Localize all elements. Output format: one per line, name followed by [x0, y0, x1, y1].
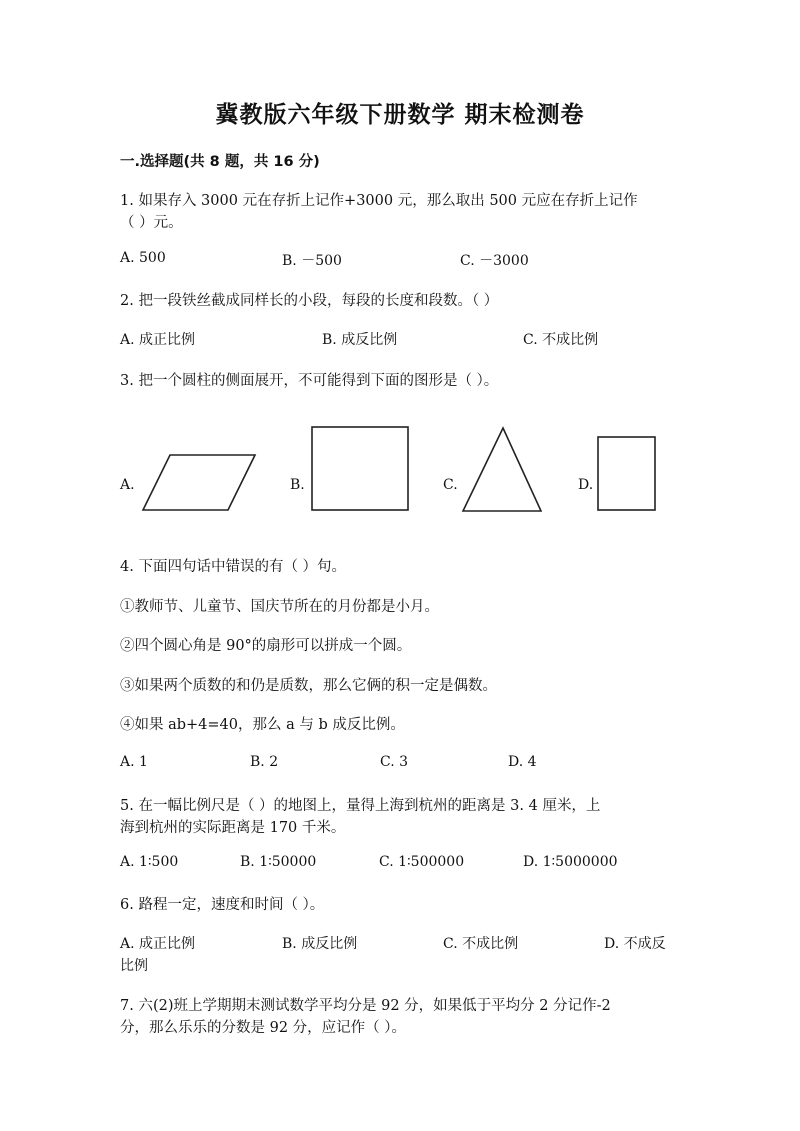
question-5-option-c[interactable]: C. 1∶500000 [379, 854, 465, 870]
question-5-option-b[interactable]: B. 1∶50000 [240, 854, 317, 870]
section-heading: 一.选择题(共 8 题，共 16 分) [120, 154, 320, 170]
question-4-option-b[interactable]: B. 2 [250, 754, 279, 770]
question-5-option-a[interactable]: A. 1∶500 [120, 854, 179, 870]
question-4-option-d[interactable]: D. 4 [508, 754, 537, 770]
question-6-option-d[interactable]: D. 不成反 [604, 936, 666, 952]
question-4-statement-3: ③如果两个质数的和仍是质数，那么它俩的积一定是偶数。 [120, 678, 497, 694]
question-4-option-c[interactable]: C. 3 [380, 754, 409, 770]
question-3-option-b[interactable]: B. [290, 477, 305, 493]
question-6-option-a[interactable]: A. 成正比例 [120, 936, 196, 952]
question-7-text-cont: 分，那么乐乐的分数是 92 分，应记作（ ）。 [120, 1020, 407, 1036]
question-6-text: 6. 路程一定，速度和时间（ ）。 [120, 897, 325, 913]
question-4-text: 4. 下面四句话中错误的有（ ）句。 [120, 559, 347, 575]
question-2-text: 2. 把一段铁丝截成同样长的小段，每段的长度和段数。（ ） [120, 293, 499, 309]
question-6-option-c[interactable]: C. 不成比例 [443, 936, 519, 952]
question-2-option-b[interactable]: B. 成反比例 [322, 332, 398, 348]
question-5-text: 5. 在一幅比例尺是（ ）的地图上，量得上海到杭州的距离是 3. 4 厘米，上 [120, 798, 601, 814]
question-1-option-a[interactable]: A. 500 [120, 250, 166, 266]
question-1-option-c[interactable]: C. －3000 [460, 253, 529, 269]
question-4-option-a[interactable]: A. 1 [120, 754, 148, 770]
question-5-text-cont: 海到杭州的实际距离是 170 千米。 [120, 820, 346, 836]
triangle-shape [463, 428, 541, 511]
question-5-option-d[interactable]: D. 1∶5000000 [523, 854, 618, 870]
question-7-text: 7. 六(2)班上学期期末测试数学平均分是 92 分，如果低于平均分 2 分记作-2 [120, 998, 611, 1014]
parallelogram-shape [143, 455, 255, 510]
question-4-statement-1: ①教师节、儿童节、国庆节所在的月份都是小月。 [120, 599, 439, 615]
question-4-statement-4: ④如果 ab+4=40，那么 a 与 b 成反比例。 [120, 717, 405, 733]
question-6-option-d-wrap: 比例 [120, 958, 148, 974]
question-3-option-a[interactable]: A. [120, 477, 135, 493]
question-1-text-cont: （ ）元。 [120, 215, 183, 231]
question-1-option-b[interactable]: B. －500 [282, 253, 342, 269]
question-3-option-d[interactable]: D. [578, 477, 594, 493]
question-1-text: 1. 如果存入 3000 元在存折上记作+3000 元，那么取出 500 元应在存折上记作 [120, 193, 638, 209]
square-shape [312, 427, 408, 510]
question-2-option-c[interactable]: C. 不成比例 [523, 332, 599, 348]
rectangle-shape [598, 437, 655, 510]
question-2-option-a[interactable]: A. 成正比例 [120, 332, 196, 348]
question-3-option-c[interactable]: C. [443, 477, 458, 493]
page-title: 冀教版六年级下册数学 期末检测卷 [215, 102, 585, 128]
question-6-option-b[interactable]: B. 成反比例 [282, 936, 358, 952]
question-3-text: 3. 把一个圆柱的侧面展开，不可能得到下面的图形是（ ）。 [120, 373, 499, 389]
question-4-statement-2: ②四个圆心角是 90°的扇形可以拼成一个圆。 [120, 638, 412, 654]
